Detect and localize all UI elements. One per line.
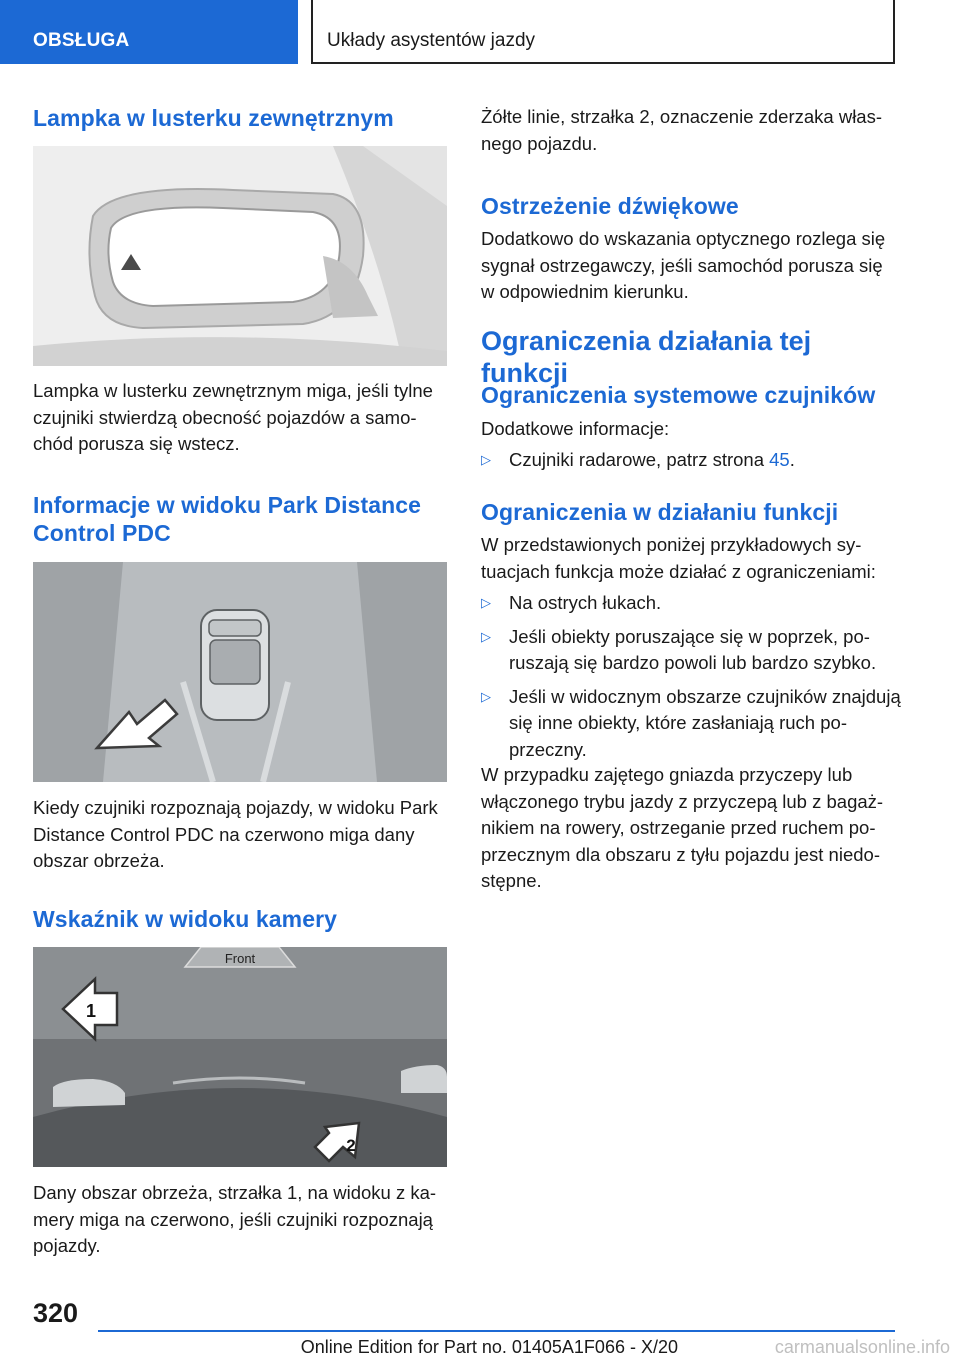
sensor-limits-list bbox=[481, 447, 901, 481]
page-number: 320 bbox=[33, 1298, 79, 1328]
paragraph-operation-limits: W przedstawionych poniżej przykładowych sytuacjach funkcja może działać z ograniczeniami: bbox=[481, 534, 876, 582]
chapter-title: Układy asystentów jazdy bbox=[327, 30, 536, 51]
list-item: ▷ Na ostrych łukach. bbox=[481, 590, 901, 617]
pdc-illustration bbox=[33, 562, 447, 782]
list-item: ▷ Czujniki radarowe, patrz strona 45. bbox=[481, 447, 901, 474]
operation-limits-list bbox=[481, 590, 901, 770]
footer-divider bbox=[98, 1330, 895, 1332]
heading-sound-warning: Ostrzeżenie dźwiękowe bbox=[481, 193, 739, 219]
camera-arrow-2-label: 2 bbox=[346, 1136, 356, 1155]
heading-camera-indicator: Wskaźnik w widoku kamery bbox=[33, 906, 338, 932]
list-item: ▷ Jeśli obiekty poruszające się w poprzek, poruszają się bardzo powoli lub bardzo szybko. bbox=[481, 625, 877, 673]
list-item: ▷ Jeśli w widocznym obszarze czujników znajdują się inne obiekty, które zasłaniają ruch poprzeczny. bbox=[481, 685, 901, 760]
section-tab bbox=[0, 0, 298, 64]
page-link-45[interactable]: 45 bbox=[769, 449, 790, 470]
chapter-header bbox=[311, 0, 895, 64]
paragraph-trailer-note: W przypadku zajętego gniazda przyczepy lub włączonego trybu jazdy z przyczepą lub z bagażnikiem na rowery, ostrzeganie przed ruchem poprzecznym dla obszaru z tyłu pojazdu jest niedostępne. bbox=[481, 764, 884, 891]
paragraph-mirror-light: Lampka w lusterku zewnętrznym miga, jeśli tylne czujniki stwierdzą obecność pojazdów a samochód porusza się wstecz. bbox=[33, 380, 433, 454]
watermark-text: carmanualsonline.info bbox=[774, 1337, 950, 1357]
edition-text: Online Edition for Part no. 01405A1F066 - X/20 bbox=[300, 1337, 678, 1357]
paragraph-sound-warning: Dodatkowo do wskazania optycznego rozlega się sygnał ostrzegawczy, jeśli samochód porusza się w odpowiednim kierunku. bbox=[481, 228, 886, 302]
paragraph-yellow-lines: Żółte linie, strzałka 2, oznaczenie zderzaka własnego pojazdu. bbox=[481, 106, 883, 154]
triangle-bullet-icon: ▷ bbox=[481, 688, 491, 704]
triangle-bullet-icon: ▷ bbox=[481, 595, 491, 610]
camera-arrow-1-label: 1 bbox=[85, 1001, 97, 1021]
paragraph-sensor-limits: Dodatkowe informacje: bbox=[481, 418, 670, 439]
heading-function-limits: Ograniczenia działania tej funkcji bbox=[481, 326, 812, 388]
heading-mirror-light: Lampka w lusterku zewnętrznym bbox=[33, 105, 394, 131]
heading-sensor-limits: Ograniczenia systemowe czujników bbox=[481, 382, 876, 408]
mirror-illustration bbox=[33, 146, 447, 366]
camera-front-label: Front bbox=[224, 951, 256, 966]
section-label: OBSŁUGA bbox=[33, 30, 130, 51]
triangle-bullet-icon: ▷ bbox=[481, 628, 491, 644]
footer bbox=[0, 1337, 960, 1362]
paragraph-camera-indicator: Dany obszar obrzeża, strzałka 1, na widoku z kamery miga na czerwono, jeśli czujniki rozpoznają pojazdy. bbox=[33, 1182, 437, 1256]
heading-operation-limits: Ograniczenia w działaniu funkcji bbox=[481, 499, 839, 525]
heading-pdc-info: Informacje w widoku Park Distance Control PDC bbox=[33, 492, 422, 546]
paragraph-pdc-info: Kiedy czujniki rozpoznają pojazdy, w widoku Park Distance Control PDC na czerwono miga dany obszar obrzeża. bbox=[33, 797, 438, 871]
triangle-bullet-icon: ▷ bbox=[481, 452, 491, 467]
camera-illustration bbox=[33, 947, 447, 1167]
